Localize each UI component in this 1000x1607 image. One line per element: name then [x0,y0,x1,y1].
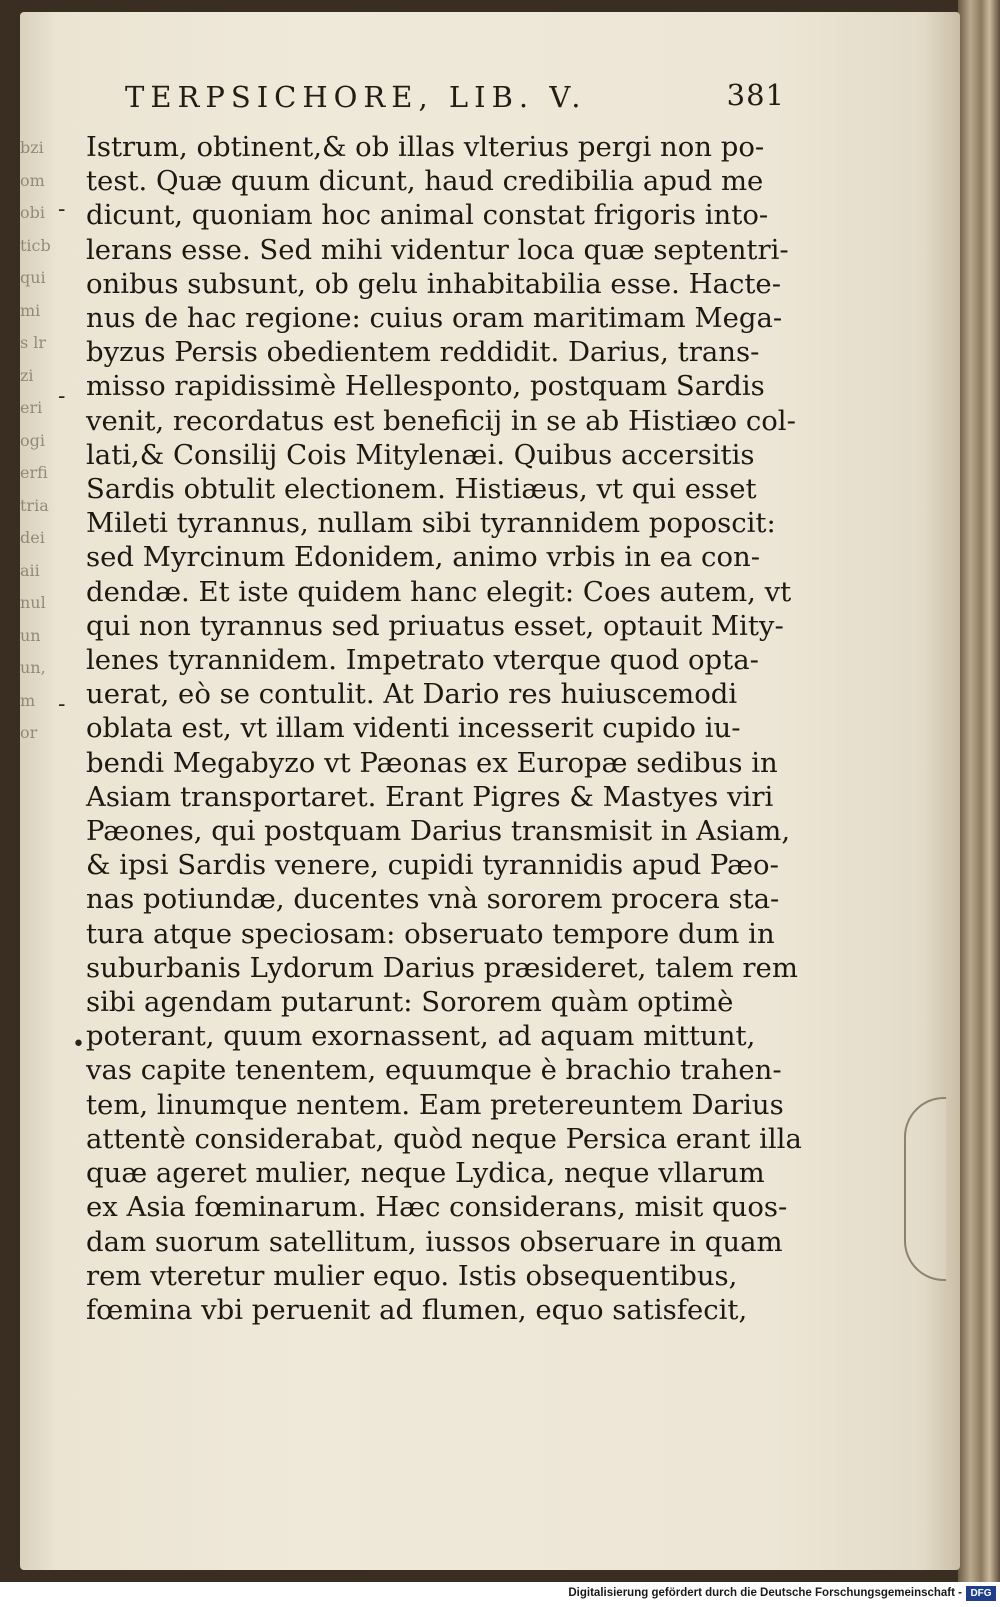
previous-page-fragment: erfi [20,463,48,482]
text-line: byzus Persis obedientem reddidit. Darius, trans- [86,336,760,369]
previous-page-fragment: m [20,690,36,710]
previous-page-fragment: om [20,170,45,190]
book-page [20,12,960,1570]
text-line: tem, linumque nentem. Eam pretereuntem Darius [86,1088,784,1121]
text-line: nus de hac regione: cuius oram maritimam Mega- [86,302,783,335]
page-header [105,80,785,124]
previous-page-fragment: un [20,625,41,645]
text-line: lerans esse. Sed mihi videntur loca quæ septentri- [86,233,789,266]
text-line: dicunt, quoniam hoc animal constat frigoris into- [86,199,769,232]
text-line: lati,& Consilij Cois Mitylenæi. Quibus accersitis [86,438,755,471]
text-line: dendæ. Et iste quidem hanc elegit: Coes autem, vt [86,575,792,608]
margin-mark: - [58,197,66,222]
text-line: rem vteretur mulier equo. Istis obsequentibus, [86,1259,738,1292]
previous-page-fragment: zi [20,365,34,385]
text-line: attentè considerabat, quòd neque Persica erant illa [86,1122,802,1155]
page-number: 381 [726,78,785,112]
previous-page-fragment: eri [20,398,43,417]
text-line: Asiam transportaret. Erant Pigres & Mastyes viri [86,780,774,813]
text-line: Sardis obtulit electionem. Histiæus, vt qui esset [86,473,757,506]
previous-page-fragment: ogi [20,430,45,450]
previous-page-fragment: tria [20,495,49,515]
previous-page-fragment: dei [20,528,45,547]
margin-mark: - [58,692,66,717]
text-line: vas capite tenentem, equumque è brachio trahen- [86,1054,782,1087]
text-line: nas potiundæ, ducentes vnà sororem procera sta- [86,883,780,916]
previous-page-fragment: or [20,723,38,742]
page-tab-shadow [904,1097,946,1281]
previous-page-strip [20,132,54,832]
text-line: sed Myrcinum Edonidem, animo vrbis in ea con- [86,541,761,574]
text-line: ex Asia fœminarum. Hæc considerans, misit quos- [86,1191,788,1224]
text-line: misso rapidissimè Hellesponto, postquam Sardis [86,370,765,403]
margin-mark: • [72,1032,85,1057]
text-line: quæ ageret mulier, neque Lydica, neque vllarum [86,1157,765,1190]
body-text [86,130,816,1327]
text-line: uerat, eò se contulit. At Dario res huiuscemodi [86,678,738,711]
text-line: sibi agendam putarunt: Sororem quàm optimè [86,986,734,1019]
text-line: qui non tyrannus sed priuatus esset, optauit Mity- [86,609,784,642]
text-line: lenes tyrannidem. Impetrato vterque quod opta- [86,644,759,677]
previous-page-fragment: obi [20,203,45,222]
text-line: Pæones, qui postquam Darius transmisit in Asiam, [86,815,791,848]
footer-credit: Digitalisierung gefördert durch die Deutsche Forschungsgemeinschaft - [568,1587,962,1599]
text-line: venit, recordatus est beneficij in se ab Histiæo col- [86,404,796,437]
text-line: & ipsi Sardis venere, cupidi tyrannidis apud Pæo- [86,849,779,882]
margin-mark: - [58,384,66,409]
previous-page-fragment: mi [20,300,41,320]
text-line: Istrum, obtinent,& ob illas vlterius pergi non po- [86,131,765,163]
previous-page-fragment: un, [20,658,46,677]
previous-page-fragment: aii [20,560,40,580]
previous-page-fragment: bzi [20,138,44,157]
previous-page-fragment: qui [20,268,46,287]
previous-page-fragment: ticb [20,235,51,255]
text-line: test. Quæ quum dicunt, haud credibilia apud me [86,165,764,198]
dfg-logo: DFG [966,1586,996,1601]
text-line: bendi Megabyzo vt Pæonas ex Europæ sedibus in [86,746,778,779]
text-line: poterant, quum exornassent, ad aquam mittunt, [86,1020,756,1053]
text-line: oblata est, vt illam videnti incesserit cupido iu- [86,712,741,745]
footer-bar [0,1582,1000,1607]
book-edge [958,0,1000,1582]
previous-page-fragment: nul [20,593,46,612]
text-line: suburbanis Lydorum Darius præsideret, talem rem [86,951,798,984]
text-line: Mileti tyrannus, nullam sibi tyrannidem poposcit: [86,507,776,540]
previous-page-fragment: s lr [20,333,47,352]
text-line: onibus subsunt, ob gelu inhabitabilia esse. Hacte- [86,267,781,300]
running-title: TERPSICHORE, LIB. V. [125,80,587,114]
text-line: fœmina vbi peruenit ad flumen, equo satisfecit, [86,1293,748,1326]
text-line: dam suorum satellitum, iussos obseruare in quam [86,1225,783,1258]
text-line: tura atque speciosam: obseruato tempore dum in [86,917,775,950]
